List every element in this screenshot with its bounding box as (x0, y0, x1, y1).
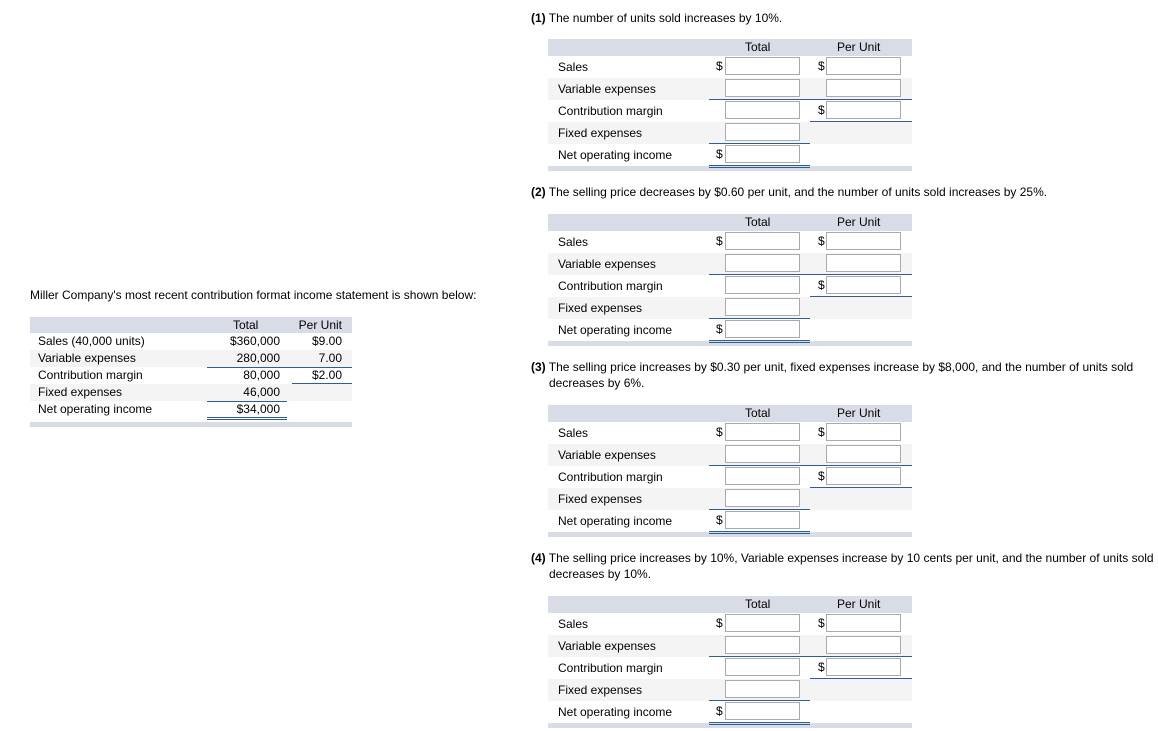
net-operating-income-total-input[interactable] (725, 145, 800, 163)
row-label: Contribution margin (38, 368, 143, 382)
answer-table-1 (548, 39, 912, 171)
row-label: Sales (40,000 units) (38, 334, 145, 348)
question-description: The selling price increases by 10%, Variable expenses increase by 10 cents per unit, and the number of units sold decreases by 10%. (545, 551, 1154, 581)
question-description: The selling price decreases by $0.60 per unit, and the number of units sold increases by 25%. (545, 185, 1048, 199)
sales-total-input[interactable] (725, 614, 800, 632)
dollar-sign: $ (818, 103, 825, 117)
sales-per-unit-input[interactable] (826, 614, 901, 632)
dollar-sign: $ (818, 425, 825, 439)
table-row-variable-expenses (548, 253, 912, 275)
table-row-sales (548, 56, 912, 78)
row-label: Variable expenses (558, 82, 656, 96)
row-label: Net operating income (558, 514, 673, 528)
fixed-expenses-total-input[interactable] (725, 123, 800, 141)
dollar-sign: $ (716, 147, 723, 161)
dollar-sign: $ (818, 59, 825, 73)
table-row-sales (548, 613, 912, 635)
header-total: Total (745, 215, 771, 229)
contribution-margin-total-input[interactable] (725, 101, 800, 119)
contribution-margin-per-unit-input[interactable] (826, 467, 901, 485)
table-row-fixed-expenses (548, 488, 912, 510)
table-row (30, 401, 352, 418)
double-underline (709, 722, 810, 725)
row-total: 280,000 (236, 351, 280, 365)
variable-expenses-per-unit-input[interactable] (826, 254, 901, 272)
row-total: 46,000 (243, 385, 280, 399)
row-total: $360,000 (229, 334, 280, 348)
row-label: Sales (558, 617, 589, 631)
dollar-sign: $ (716, 513, 723, 527)
double-underline (207, 417, 287, 420)
fixed-expenses-total-input[interactable] (725, 298, 800, 316)
double-underline (709, 165, 810, 168)
row-label: Variable expenses (558, 639, 656, 653)
row-label: Sales (558, 60, 589, 74)
question-description: The number of units sold increases by 10%. (545, 11, 783, 25)
header-per-unit: Per Unit (837, 597, 881, 611)
dollar-sign: $ (716, 322, 723, 336)
row-label: Variable expenses (558, 257, 656, 271)
table-row-contribution-margin (548, 100, 912, 122)
intro-text: Miller Company's most recent contribution format income statement is shown below: (30, 288, 477, 302)
table-row-net-operating-income (548, 701, 912, 723)
row-total: $34,000 (236, 402, 280, 416)
table-row-net-operating-income (548, 510, 912, 532)
row-label: Contribution margin (558, 104, 663, 118)
net-operating-income-total-input[interactable] (725, 320, 800, 338)
sales-total-input[interactable] (725, 232, 800, 250)
table-row-net-operating-income (548, 319, 912, 341)
dollar-sign: $ (716, 704, 723, 718)
table-row (30, 367, 352, 384)
question-1-text (531, 10, 1158, 26)
table-row-sales (548, 231, 912, 253)
row-total: 80,000 (243, 368, 280, 382)
contribution-margin-total-input[interactable] (725, 467, 800, 485)
row-label: Fixed expenses (558, 492, 643, 506)
header-total: Total (233, 318, 259, 332)
row-label: Contribution margin (558, 279, 663, 293)
table-row-contribution-margin (548, 657, 912, 679)
table-row-contribution-margin (548, 466, 912, 488)
row-label: Net operating income (558, 323, 673, 337)
question-number: (4) (531, 551, 546, 565)
row-label: Variable expenses (558, 448, 656, 462)
variable-expenses-total-input[interactable] (725, 636, 800, 654)
table-row-contribution-margin (548, 275, 912, 297)
contribution-margin-total-input[interactable] (725, 658, 800, 676)
table-header (548, 596, 912, 613)
table-row-variable-expenses (548, 78, 912, 100)
row-label: Fixed expenses (38, 385, 123, 399)
table-row (30, 333, 352, 350)
answer-table-2 (548, 214, 912, 346)
dollar-sign: $ (716, 425, 723, 439)
fixed-expenses-total-input[interactable] (725, 680, 800, 698)
variable-expenses-per-unit-input[interactable] (826, 79, 901, 97)
sales-per-unit-input[interactable] (826, 232, 901, 250)
table-row (30, 384, 352, 401)
question-3-text (531, 359, 1158, 391)
question-number: (1) (531, 11, 546, 25)
header-total: Total (745, 597, 771, 611)
dollar-sign: $ (716, 616, 723, 630)
dollar-sign: $ (716, 234, 723, 248)
answer-table-3 (548, 405, 912, 537)
header-per-unit: Per Unit (837, 215, 881, 229)
table-row (30, 350, 352, 367)
row-label: Net operating income (38, 402, 153, 416)
table-row-variable-expenses (548, 444, 912, 466)
answer-table-4 (548, 596, 912, 728)
dollar-sign: $ (716, 59, 723, 73)
double-underline (709, 340, 810, 343)
row-label: Net operating income (558, 705, 673, 719)
contribution-margin-per-unit-input[interactable] (826, 101, 901, 119)
table-row-fixed-expenses (548, 122, 912, 144)
question-number: (2) (531, 185, 546, 199)
sales-total-input[interactable] (725, 57, 800, 75)
variable-expenses-total-input[interactable] (725, 445, 800, 463)
row-label: Sales (558, 235, 589, 249)
question-description: The selling price increases by $0.30 per unit, fixed expenses increase by $8,000, and the number of units sold decreases by 6%. (545, 360, 1134, 390)
sales-total-input[interactable] (725, 423, 800, 441)
income-statement-table (30, 317, 352, 427)
sales-per-unit-input[interactable] (826, 423, 901, 441)
table-header (548, 214, 912, 231)
row-label: Fixed expenses (558, 126, 643, 140)
contribution-margin-per-unit-input[interactable] (826, 658, 901, 676)
row-label: Fixed expenses (558, 301, 643, 315)
fixed-expenses-total-input[interactable] (725, 489, 800, 507)
double-underline (709, 531, 810, 534)
row-per-unit: $2.00 (311, 368, 342, 382)
row-label: Sales (558, 426, 589, 440)
dollar-sign: $ (818, 469, 825, 483)
header-per-unit: Per Unit (837, 406, 881, 420)
table-row-variable-expenses (548, 635, 912, 657)
table-row-net-operating-income (548, 144, 912, 166)
row-label: Contribution margin (558, 661, 663, 675)
row-per-unit: $9.00 (311, 334, 342, 348)
dollar-sign: $ (818, 278, 825, 292)
variable-expenses-total-input[interactable] (725, 254, 800, 272)
contribution-margin-total-input[interactable] (725, 276, 800, 294)
variable-expenses-total-input[interactable] (725, 79, 800, 97)
dollar-sign: $ (818, 234, 825, 248)
table-header (548, 405, 912, 422)
table-header (30, 317, 352, 333)
header-total: Total (745, 406, 771, 420)
table-row-fixed-expenses (548, 297, 912, 319)
dollar-sign: $ (818, 660, 825, 674)
net-operating-income-total-input[interactable] (725, 702, 800, 720)
table-row-sales (548, 422, 912, 444)
table-header (548, 39, 912, 56)
question-4-text (531, 550, 1158, 582)
row-label: Contribution margin (558, 470, 663, 484)
question-2-text (531, 184, 1158, 200)
row-label: Variable expenses (38, 351, 136, 365)
header-total: Total (745, 40, 771, 54)
variable-expenses-per-unit-input[interactable] (826, 445, 901, 463)
header-per-unit: Per Unit (837, 40, 881, 54)
header-per-unit: Per Unit (298, 318, 342, 332)
dollar-sign: $ (818, 616, 825, 630)
variable-expenses-per-unit-input[interactable] (826, 636, 901, 654)
row-label: Net operating income (558, 148, 673, 162)
table-footer (30, 422, 352, 427)
net-operating-income-total-input[interactable] (725, 511, 800, 529)
question-number: (3) (531, 360, 546, 374)
row-per-unit: 7.00 (318, 351, 342, 365)
table-row-fixed-expenses (548, 679, 912, 701)
row-label: Fixed expenses (558, 683, 643, 697)
contribution-margin-per-unit-input[interactable] (826, 276, 901, 294)
sales-per-unit-input[interactable] (826, 57, 901, 75)
